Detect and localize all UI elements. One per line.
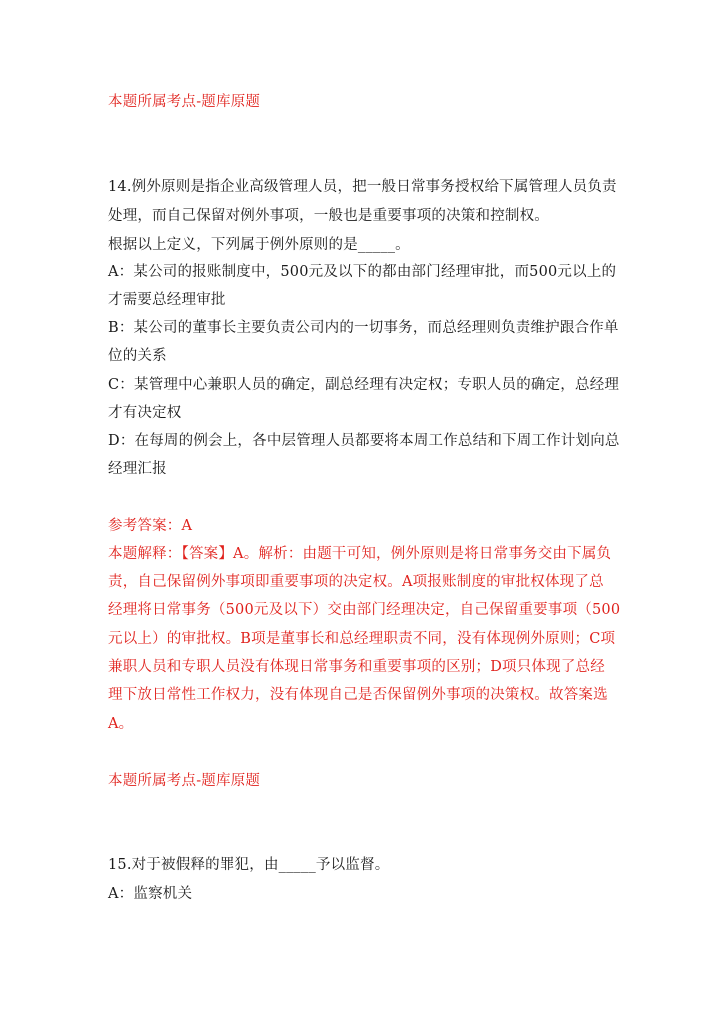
source-label: 本题所属考点-题库原题	[108, 773, 261, 789]
source-label: 本题所属考点-题库原题	[108, 94, 261, 110]
explanation-line: 元以上）的审批权。B项是董事长和总经理职责不同，没有体现例外原则；C项	[108, 631, 616, 647]
option-c-line: 才有决定权	[108, 405, 182, 421]
explanation-line: 兼职人员和专职人员没有体现日常事务和重要事项的区别；D项只体现了总经	[108, 659, 605, 675]
question-stem-line: 14.例外原则是指企业高级管理人员，把一般日常事务授权给下属管理人员负责	[108, 179, 617, 195]
option-b-line: 位的关系	[108, 348, 167, 364]
explanation-line: 理下放日常性工作权力，没有体现自己是否保留例外事项的决策权。故答案选	[108, 687, 608, 703]
explanation-line: A。	[108, 716, 134, 732]
explanation-line: 本题解释：【答案】A。解析：由题干可知，例外原则是将日常事务交由下属负	[108, 546, 612, 562]
explanation-line: 经理将日常事务（500元及以下）交由部门经理决定，自己保留重要事项（500	[108, 602, 621, 618]
answer-text: 参考答案：A	[108, 518, 193, 534]
option-a-line: A：监察机关	[108, 886, 193, 902]
option-d-line: D：在每周的例会上，各中层管理人员都要将本周工作总结和下周工作计划向总	[108, 433, 620, 449]
question-stem-line: 处理，而自己保留对例外事项，一般也是重要事项的决策和控制权。	[108, 208, 549, 224]
option-a-line: A：某公司的报账制度中，500元及以下的都由部门经理审批，而500元以上的	[108, 264, 617, 280]
option-a-line: 才需要总经理审批	[108, 292, 226, 308]
option-b-line: B：某公司的董事长主要负责公司内的一切事务，而总经理则负责维护跟合作单	[108, 320, 619, 336]
option-d-line: 经理汇报	[108, 461, 167, 477]
question-stem-line: 15.对于被假释的罪犯，由_____予以监督。	[108, 857, 390, 873]
option-c-line: C：某管理中心兼职人员的确定，副总经理有决定权；专职人员的确定，总经理	[108, 377, 620, 393]
question-stem-line: 根据以上定义，下列属于例外原则的是_____。	[108, 237, 410, 253]
explanation-line: 责，自己保留例外事项即重要事项的决定权。A项报账制度的审批权体现了总	[108, 574, 604, 590]
